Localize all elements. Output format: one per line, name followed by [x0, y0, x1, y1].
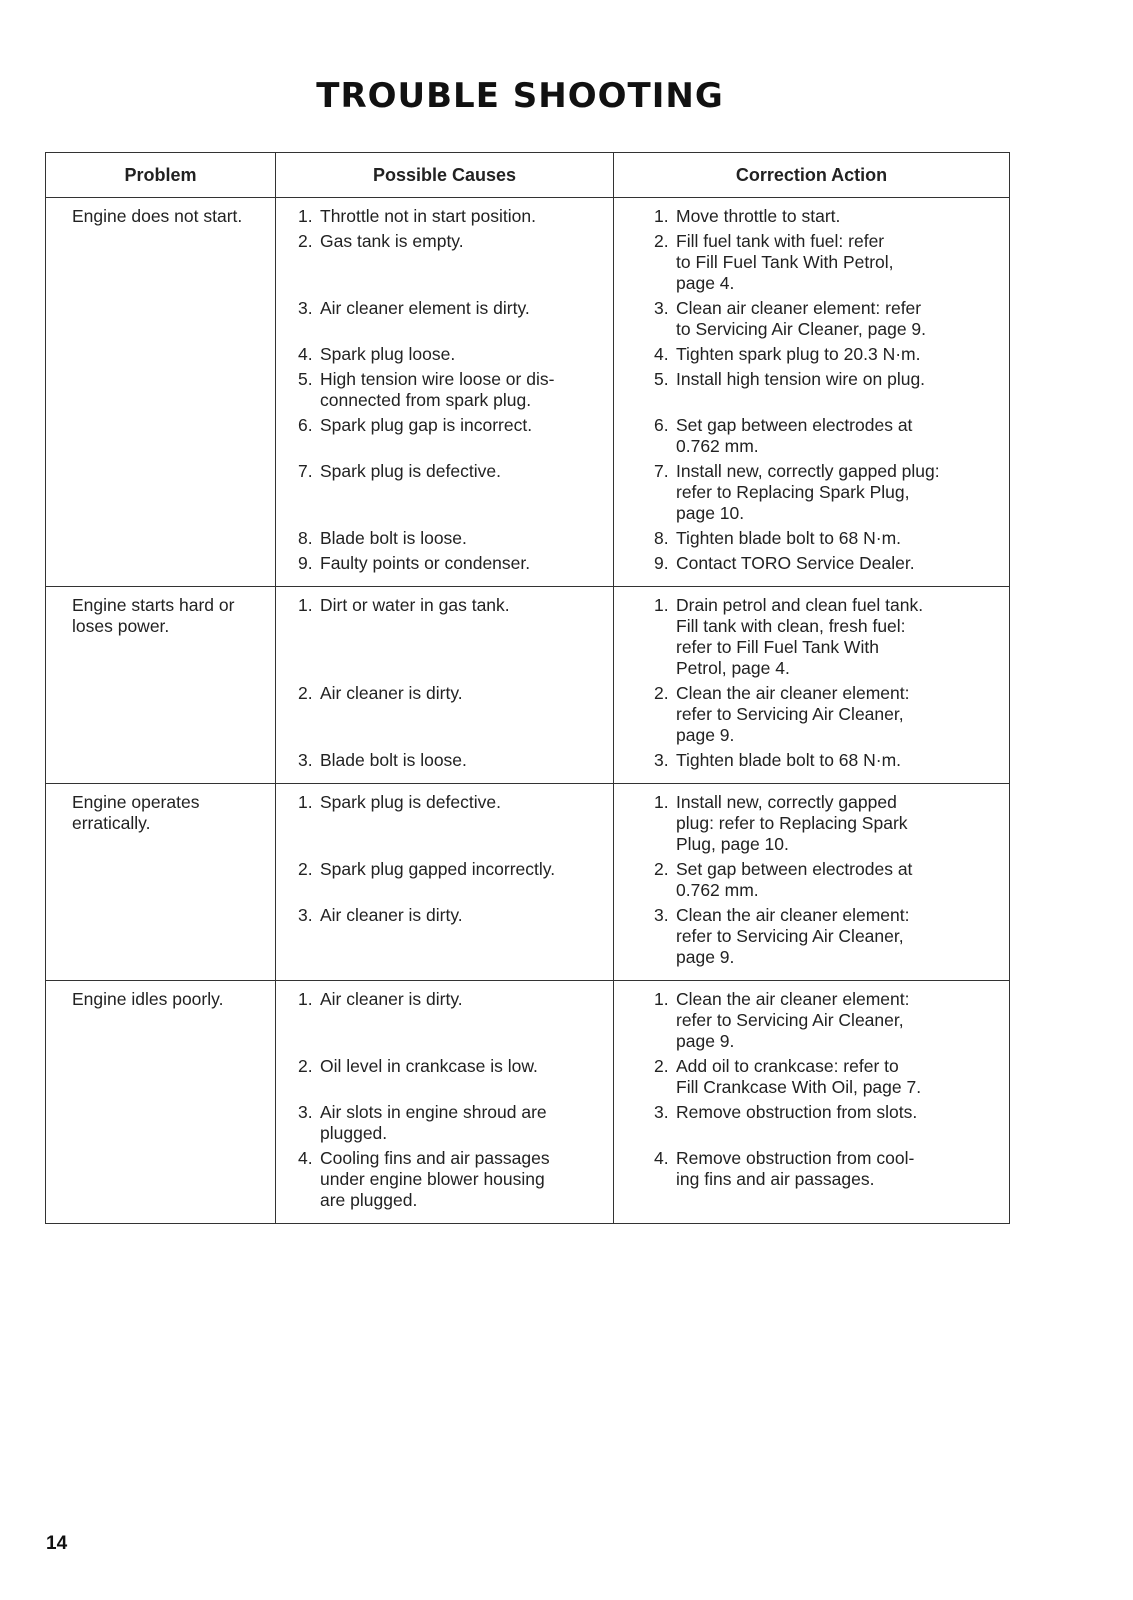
step-number: 8.: [654, 528, 669, 548]
troubleshooting-table: [45, 152, 1010, 1224]
causes-cell: [276, 784, 614, 981]
cause-item: [298, 683, 603, 750]
cause-item-text: Spark plug gap is incorrect.: [320, 415, 533, 435]
actions-cell: [614, 981, 1010, 1224]
cause-item: [298, 461, 603, 528]
action-item-text: Clean air cleaner element: refer to Servicing Air Cleaner, page 9.: [676, 298, 927, 339]
step-number: 3.: [298, 750, 313, 770]
step-number: 1.: [654, 595, 669, 615]
cause-item-text: Air slots in engine shroud are plugged.: [320, 1102, 547, 1143]
action-item-text: Set gap between electrodes at 0.762 mm.: [676, 415, 913, 456]
step-number: 8.: [298, 528, 313, 548]
step-number: 2.: [298, 859, 313, 879]
step-number: 3.: [298, 905, 313, 925]
cause-item: [298, 1148, 603, 1215]
action-item-text: Clean the air cleaner element: refer to Servicing Air Cleaner, page 9.: [676, 683, 910, 745]
action-item-text: Contact TORO Service Dealer.: [676, 553, 915, 573]
step-number: 3.: [654, 905, 669, 925]
step-number: 2.: [298, 1056, 313, 1076]
cause-item-text: High tension wire loose or dis- connected from spark plug.: [320, 369, 555, 410]
step-number: 5.: [654, 369, 669, 389]
cause-item: [298, 298, 603, 344]
action-item-text: Set gap between electrodes at 0.762 mm.: [676, 859, 913, 900]
action-item: [654, 461, 999, 528]
action-item: [654, 528, 999, 553]
action-item: [654, 792, 999, 859]
page-number: 14: [46, 1533, 68, 1554]
problem-cell: [46, 587, 276, 784]
cause-item: [298, 750, 603, 775]
step-number: 1.: [654, 792, 669, 812]
step-number: 9.: [298, 553, 313, 573]
action-item: [654, 344, 999, 369]
step-number: 4.: [654, 1148, 669, 1168]
cause-item: [298, 206, 603, 231]
cause-item-text: Air cleaner is dirty.: [320, 905, 463, 925]
cause-item-text: Faulty points or condenser.: [320, 553, 531, 573]
step-number: 3.: [654, 750, 669, 770]
action-item: [654, 298, 999, 344]
cause-item-text: Cooling fins and air passages under engine blower housing are plugged.: [320, 1148, 550, 1210]
action-item: [654, 1148, 999, 1215]
action-item-text: Install high tension wire on plug.: [676, 369, 926, 389]
action-item-text: Install new, correctly gapped plug: refer to Replacing Spark Plug, page 10.: [676, 792, 908, 854]
action-item: [654, 750, 999, 775]
cause-item: [298, 344, 603, 369]
action-item: [654, 553, 999, 578]
action-item-text: Remove obstruction from slots.: [676, 1102, 918, 1122]
action-item-text: Clean the air cleaner element: refer to Servicing Air Cleaner, page 9.: [676, 989, 910, 1051]
action-item-text: Tighten blade bolt to 68 N·m.: [676, 750, 902, 770]
step-number: 1.: [654, 989, 669, 1009]
cause-item-text: Oil level in crankcase is low.: [320, 1056, 538, 1076]
cause-item-text: Throttle not in start position.: [320, 206, 536, 226]
action-item: [654, 859, 999, 905]
cause-item: [298, 792, 603, 859]
cause-item-text: Spark plug is defective.: [320, 792, 501, 812]
cause-item-text: Blade bolt is loose.: [320, 750, 467, 770]
action-item-text: Tighten blade bolt to 68 N·m.: [676, 528, 902, 548]
action-item: [654, 1056, 999, 1102]
step-number: 5.: [298, 369, 313, 389]
problem-cell: [46, 198, 276, 587]
table-row: [46, 784, 1010, 981]
cause-item: [298, 231, 603, 298]
actions-header: Correction Action: [614, 153, 1010, 198]
cause-item: [298, 989, 603, 1056]
cause-item: [298, 528, 603, 553]
cause-item-text: Air cleaner is dirty.: [320, 989, 463, 1009]
cause-item-text: Blade bolt is loose.: [320, 528, 467, 548]
table-row: [46, 198, 1010, 587]
cause-item: [298, 1056, 603, 1102]
problem-header: Problem: [46, 153, 276, 198]
step-number: 3.: [654, 1102, 669, 1122]
action-item: [654, 905, 999, 972]
cause-item: [298, 595, 603, 683]
step-number: 7.: [298, 461, 313, 481]
causes-cell: [276, 587, 614, 784]
action-item: [654, 1102, 999, 1148]
action-item: [654, 231, 999, 298]
cause-item-text: Gas tank is empty.: [320, 231, 464, 251]
action-item-text: Drain petrol and clean fuel tank. Fill tank with clean, fresh fuel: refer to Fill Fuel Tank With Petrol, page 4.: [676, 595, 924, 678]
action-item-text: Add oil to crankcase: refer to Fill Crankcase With Oil, page 7.: [676, 1056, 922, 1097]
actions-cell: [614, 198, 1010, 587]
actions-cell: [614, 784, 1010, 981]
causes-cell: [276, 198, 614, 587]
action-item-text: Move throttle to start.: [676, 206, 841, 226]
problem-text: Engine starts hard or loses power.: [72, 595, 235, 636]
step-number: 1.: [298, 792, 313, 812]
problem-cell: [46, 981, 276, 1224]
step-number: 1.: [298, 206, 313, 226]
step-number: 2.: [298, 231, 313, 251]
table-row: [46, 981, 1010, 1224]
step-number: 4.: [298, 344, 313, 364]
cause-item-text: Spark plug is defective.: [320, 461, 501, 481]
problem-text: Engine idles poorly.: [72, 989, 224, 1009]
step-number: 3.: [654, 298, 669, 318]
step-number: 2.: [654, 231, 669, 251]
cause-item: [298, 905, 603, 972]
problem-text: Engine does not start.: [72, 206, 243, 226]
action-item-text: Tighten spark plug to 20.3 N·m.: [676, 344, 921, 364]
step-number: 7.: [654, 461, 669, 481]
step-number: 4.: [654, 344, 669, 364]
action-item: [654, 206, 999, 231]
cause-item-text: Air cleaner element is dirty.: [320, 298, 530, 318]
problem-cell: [46, 784, 276, 981]
action-item: [654, 683, 999, 750]
step-number: 3.: [298, 298, 313, 318]
table-row: [46, 587, 1010, 784]
step-number: 6.: [298, 415, 313, 435]
action-item-text: Remove obstruction from cool- ing fins and air passages.: [676, 1148, 915, 1189]
step-number: 2.: [298, 683, 313, 703]
action-item: [654, 369, 999, 415]
actions-cell: [614, 587, 1010, 784]
cause-item: [298, 369, 603, 415]
causes-header: Possible Causes: [276, 153, 614, 198]
step-number: 4.: [298, 1148, 313, 1168]
action-item: [654, 415, 999, 461]
cause-item: [298, 553, 603, 578]
table-body: [46, 198, 1010, 1224]
step-number: 2.: [654, 683, 669, 703]
step-number: 1.: [654, 206, 669, 226]
action-item-text: Fill fuel tank with fuel: refer to Fill Fuel Tank With Petrol, page 4.: [676, 231, 894, 293]
step-number: 9.: [654, 553, 669, 573]
step-number: 2.: [654, 1056, 669, 1076]
cause-item-text: Air cleaner is dirty.: [320, 683, 463, 703]
cause-item-text: Spark plug gapped incorrectly.: [320, 859, 556, 879]
step-number: 1.: [298, 989, 313, 1009]
action-item-text: Install new, correctly gapped plug: refer to Replacing Spark Plug, page 10.: [676, 461, 940, 523]
step-number: 2.: [654, 859, 669, 879]
action-item-text: Clean the air cleaner element: refer to Servicing Air Cleaner, page 9.: [676, 905, 910, 967]
step-number: 3.: [298, 1102, 313, 1122]
cause-item: [298, 859, 603, 905]
cause-item-text: Dirt or water in gas tank.: [320, 595, 510, 615]
problem-text: Engine operates erratically.: [72, 792, 200, 833]
table-header-row: [46, 153, 1010, 198]
step-number: 1.: [298, 595, 313, 615]
page-title: TROUBLE SHOOTING: [316, 76, 724, 116]
step-number: 6.: [654, 415, 669, 435]
action-item: [654, 989, 999, 1056]
cause-item-text: Spark plug loose.: [320, 344, 456, 364]
action-item: [654, 595, 999, 683]
causes-cell: [276, 981, 614, 1224]
cause-item: [298, 415, 603, 461]
cause-item: [298, 1102, 603, 1148]
